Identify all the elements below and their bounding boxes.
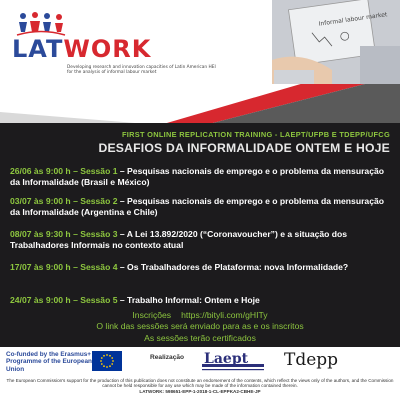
page-title: DESAFIOS DA INFORMALIDADE ONTEM E HOJE xyxy=(98,141,390,155)
laept-wordmark: Laept xyxy=(204,351,249,367)
session-item-3 xyxy=(10,229,394,251)
header-photo xyxy=(272,0,400,84)
session-date: 17/07 às 9:00 h – Sessão 4 xyxy=(10,262,118,272)
registration-link[interactable]: https://bityli.com/gHITy xyxy=(181,310,268,320)
training-subtitle: FIRST ONLINE REPLICATION TRAINING - LAEPT/UFPB E TDEPP/UFCG xyxy=(121,130,390,139)
footer xyxy=(0,347,400,400)
session-date: 08/07 às 9:30 h – Sessão 3 xyxy=(10,229,118,239)
session-text: – Os Trabalhadores de Plataforma: nova Informalidade? xyxy=(117,262,349,272)
registration-label: Inscrições xyxy=(132,310,172,320)
eu-disclaimer xyxy=(4,378,396,394)
session-item-2 xyxy=(10,196,394,218)
project-id: LATWORK: 598651-EPP-1-2018-1-CL-EPPKA2-CBHE-JP xyxy=(139,388,261,394)
tdepp-logo xyxy=(284,349,356,375)
laept-logo-icon xyxy=(202,350,264,374)
certificate-note: As sessões terão certificados xyxy=(144,333,256,343)
link-note: O link das sessões será enviado para as e os inscritos xyxy=(96,321,304,331)
session-date: 03/07 às 9:00 h – Sessão 2 xyxy=(10,196,118,206)
realizacao-label: Realização xyxy=(150,354,185,361)
eu-cofunding-text: Co-funded by the Erasmus+ Programme of the European Union xyxy=(6,351,92,373)
logo-tagline: Developing research and innovation capacities of Latin American HEI for the analysis of informal labour market xyxy=(67,65,216,76)
session-text: – Trabalho Informal: Ontem e Hoje xyxy=(117,295,260,305)
registration-line xyxy=(0,310,400,321)
session-text: – Pesquisas nacionais de emprego e o problema da mensuração da Informalidade (Argentina e Chile) xyxy=(10,196,385,217)
session-item-1 xyxy=(10,166,394,188)
session-date: 24/07 às 9:00 h – Sessão 5 xyxy=(10,295,118,305)
eu-flag-icon xyxy=(92,351,122,371)
logo-wordmark xyxy=(12,36,151,62)
latwork-logo xyxy=(12,6,272,86)
session-date: 26/06 às 9:00 h – Sessão 1 xyxy=(10,166,118,176)
logo-word-lat: LAT xyxy=(12,35,64,63)
logo-word-work: WORK xyxy=(63,35,152,63)
session-text: – Pesquisas nacionais de emprego e o problema da mensuração da Informalidade (Brasil e México) xyxy=(10,166,385,187)
photo-board-text: Informal labour market xyxy=(318,11,388,28)
session-text: – A Lei 13.892/2020 (“Coronavoucher”) e a situação dos Trabalhadores Informais no contexto atual xyxy=(10,229,348,250)
dark-band-edge xyxy=(0,120,400,130)
header-banner xyxy=(0,0,400,125)
tdepp-wordmark: Tdepp xyxy=(284,350,339,370)
session-item-5 xyxy=(10,295,394,306)
session-item-4 xyxy=(10,262,394,273)
people-group-icon xyxy=(15,10,67,38)
disclaimer-text: The European Commission's support for the production of this publication does not constitute an endorsement of the contents, which reflect the views only of the authors, and the Commission cannot be held responsible for any use which may be made of the information contained therein. xyxy=(6,378,394,389)
